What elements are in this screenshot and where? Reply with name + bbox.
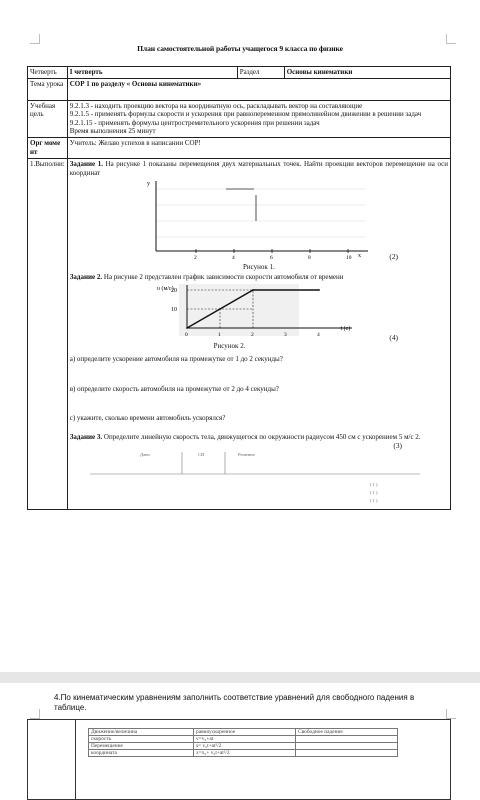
task-3 [69, 432, 448, 450]
free-fall-header-cell: Движение/величина [89, 729, 194, 736]
task-2-points: (4) [389, 332, 398, 342]
caption-text: Рисунок 2. [213, 341, 246, 350]
free-fall-row [89, 736, 398, 743]
figure-1-grid [156, 189, 366, 237]
figure-2-caption [70, 332, 448, 351]
solution-header-given: Дано [139, 451, 150, 457]
quarter-value: I четверть [67, 67, 237, 79]
figure-2 [70, 282, 448, 341]
figure-2-x-tick-label: 4 [316, 331, 320, 338]
free-fall-header-cell: равноускоренное [194, 729, 296, 736]
section-label: Раздел [237, 67, 284, 79]
side-mark: ( 1 ) [369, 489, 378, 495]
figure-2-x-label: t (с) [340, 325, 351, 332]
figure-1-x-tick-label: 4 [231, 255, 235, 260]
goal-cell [67, 100, 450, 137]
caption-text: Рисунок 1. [242, 262, 275, 271]
question-b: в) определите скорость автомобиля на промежутке от 2 до 4 секунды? [69, 384, 279, 393]
solution-table [70, 442, 448, 508]
page-corner-mark [446, 709, 456, 719]
figure-1 [70, 177, 448, 262]
figure-1-chart [144, 177, 374, 259]
velocity-point [219, 308, 221, 310]
side-mark: ( 1 ) [369, 497, 378, 503]
figure-1-x-tick-label: 6 [269, 255, 273, 260]
velocity-point [186, 327, 188, 329]
run-label: 1.Выполни: [28, 158, 68, 509]
velocity-point [318, 289, 320, 291]
figure-2-x-tick-label: 3 [283, 331, 287, 338]
figure-1-x-label: x [357, 253, 361, 260]
page-corner-mark [30, 709, 40, 719]
task-3-text: Определите линейную скорость тела, движущегося по окружности радиусом 450 см с ускорением 5 м/с 2. [103, 432, 421, 441]
task-4-text: 4.По кинематическим уравнениям заполнить соответствие уравнений для свободного падения в таблице. [54, 693, 415, 712]
figure-2-chart [149, 282, 369, 338]
plan-table [27, 66, 451, 510]
free-fall-table [88, 728, 398, 757]
figure-2-x-tick-label: 1 [217, 331, 221, 338]
free-fall-row [89, 750, 398, 757]
figure-1-y-label: y [146, 181, 150, 188]
task-1-text: На рисунке 1 показаны перемещения двух материальных точек. Найти проекции векторов перемещение на оси координат [69, 159, 449, 177]
solution-header-si: СИ [197, 451, 204, 457]
figure-1-x-tick-label: 2 [193, 255, 197, 260]
solution-header-solution: Решение [237, 451, 255, 457]
quarter-label: Четверть [28, 67, 68, 79]
task-1-points: (2) [389, 251, 398, 261]
free-fall-row [89, 743, 398, 750]
free-fall-cell [296, 743, 398, 750]
page-corner-mark [30, 34, 40, 44]
free-fall-header-cell: Свободное падение [296, 729, 398, 736]
task-1 [70, 160, 448, 177]
page-2 [0, 683, 480, 800]
free-fall-cell: скорость [89, 736, 194, 743]
free-fall-cell: v=v₀+at [194, 736, 296, 743]
task-3-label: Задание 3. [69, 432, 103, 441]
topic-value: СОР 1 по разделу « Основы кинематики» [67, 78, 450, 100]
task-2-label: Задание 2. [69, 273, 103, 282]
section-value: Основы кинематики [284, 67, 450, 79]
goal-label: Учебная цель [28, 100, 68, 137]
free-fall-cell [296, 736, 398, 743]
org-label: Орг моме нт [28, 137, 68, 158]
free-fall-cell: x=x₀+ v₀t+at²/2 [194, 750, 296, 757]
task-3-points: (3) [393, 440, 402, 450]
time-limit: Время выполнения 25 минут [69, 127, 156, 136]
page-corner-mark [446, 34, 456, 44]
task-1-label: Задание 1. [69, 159, 103, 168]
topic-label: Тема урока [28, 78, 68, 100]
task-4-left-cell [28, 720, 76, 800]
goal-item: 9.2.1.5 - применять формулы скорости и ускорения при равнопеременном прямолинейном движении в решении задач [69, 110, 422, 119]
figure-1-x-tick-label: 8 [307, 255, 311, 260]
figure-1-x-tick-label: 10 [345, 255, 352, 260]
goal-item: 9.2.1.3 - находить проекцию вектора на координатную ось, раскладывать вектор на составляющие [69, 101, 363, 110]
figure-2-x-tick-label: 0 [184, 331, 188, 338]
question-c: с) укажите, сколько времени автомобиль ускорялся? [69, 414, 226, 423]
figure-2-x-tick-label: 2 [250, 331, 254, 338]
side-mark: ( 1 ) [369, 481, 378, 487]
solution-table-lines [70, 442, 430, 508]
figure-2-y-tick-label: 20 [170, 287, 177, 294]
figure-2-y-tick-label: 10 [170, 306, 177, 313]
free-fall-cell: координата [89, 750, 194, 757]
goal-item: 9.2.1.15 - применять формулы центростремительного ускорения при решении задач [69, 118, 320, 127]
task-2 [70, 273, 448, 282]
question-a: а) определите ускорение автомобиля на промежутке от 1 до 2 секунды? [69, 355, 283, 364]
tasks-cell [67, 158, 450, 509]
free-fall-cell: s= v₀t+at²/2 [194, 743, 296, 750]
free-fall-row [89, 729, 398, 736]
task-2-text: На рисунке 2 представлен график зависимости скорости автомобиля от времени [103, 273, 344, 282]
velocity-point [252, 289, 254, 291]
free-fall-cell: Перемещение [89, 743, 194, 750]
figure-2-y-label: υ (м/с) [156, 285, 174, 292]
org-value: Учитель: Желаю успехов в написании СОР! [67, 137, 450, 158]
document-title: План самостоятельной работы учащегося 9 класса по физике [137, 44, 343, 53]
free-fall-cell [296, 750, 398, 757]
